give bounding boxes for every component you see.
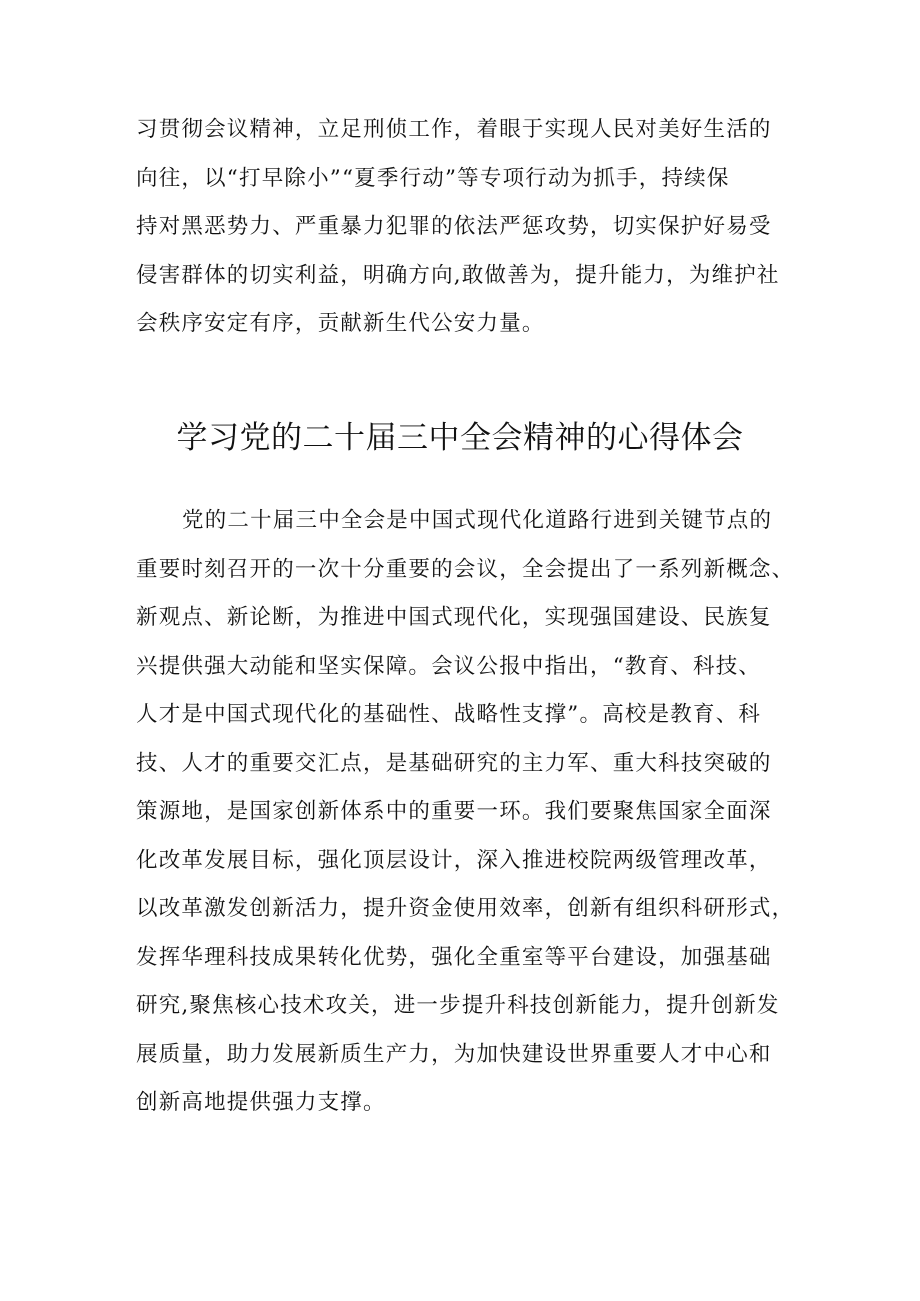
article-body-paragraph [136,497,795,1128]
paragraph-line: 会秩序安定有序，贡献新生代公安力量。 [136,311,545,336]
paragraph-continued [136,106,788,349]
paragraph-line: 策源地，是国家创新体系中的重要一环。我们要聚焦国家全面深 [136,799,772,824]
paragraph-line: 向往，以“打早除小”“夏季行动”等专项行动为抓手，持续保 [136,165,730,191]
article-title: 学习党的二十届三中全会精神的心得体会 [176,420,744,456]
paragraph-line: 研究,聚焦核心技术攻关，进一步提升科技创新能力，提升创新发 [136,993,780,1018]
paragraph-line: 兴提供强大动能和坚实保障。会议公报中指出，“教育、科技、 [136,653,762,679]
paragraph-line: 化改革发展目标，强化顶层设计，深入推进校院两级管理改革， [136,847,772,873]
paragraph-line: 持对黑恶势力、严重暴力犯罪的依法严惩攻势，切实保护好易受 [136,214,772,239]
paragraph-line: 习贯彻会议精神，立足刑侦工作，着眼于实现人民对美好生活的 [136,117,772,142]
paragraph-line: 人才是中国式现代化的基础性、战略性支撑”。高校是教育、科 [136,702,762,727]
paragraph-line: 发挥华理科技成果转化优势，强化全重室等平台建设，加强基础 [136,944,772,970]
paragraph-line: 重要时刻召开的一次十分重要的会议，全会提出了一系列新概念、 [136,556,795,582]
paragraph-line: 创新高地提供强力支撑。 [136,1090,386,1115]
paragraph-line: 技、人才的重要交汇点，是基础研究的主力军、重大科技突破的 [136,750,772,776]
paragraph-line: 新观点、新论断，为推进中国式现代化，实现强国建设、民族复 [136,605,772,630]
paragraph-line: 侵害群体的切实利益，明确方向,敢做善为，提升能力，为维护社 [136,262,780,288]
paragraph-line: 展质量，助力发展新质生产力，为加快建设世界重要人才中心和 [136,1041,772,1067]
paragraph-line: 以改革激发创新活力，提升资金使用效率，创新有组织科研形式， [136,896,795,921]
paragraph-line: 党的二十届三中全会是中国式现代化道路行进到关键节点的 [182,508,773,533]
